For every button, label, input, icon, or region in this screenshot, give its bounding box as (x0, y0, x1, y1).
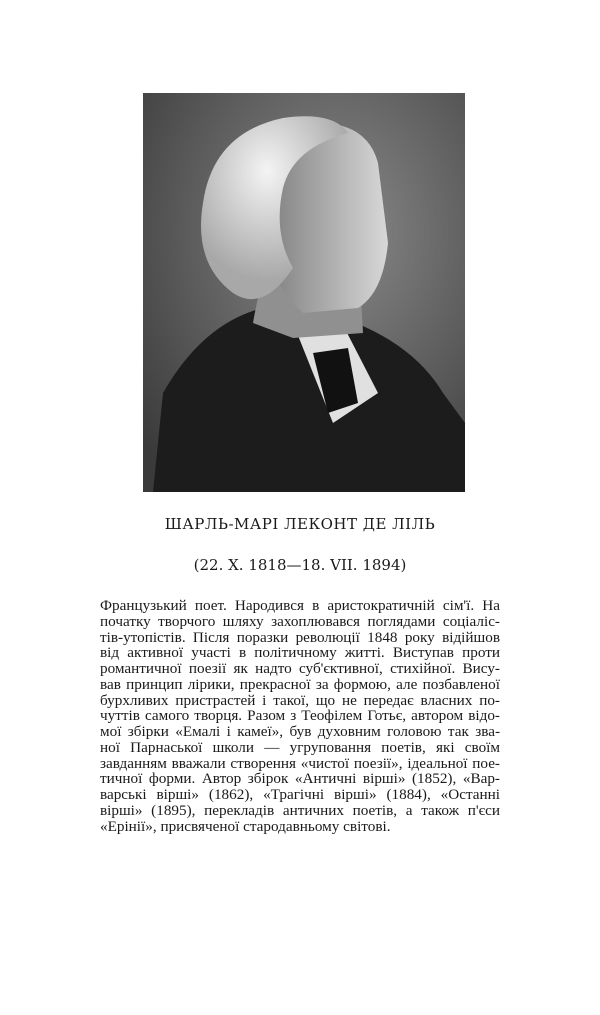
biography-text (100, 598, 500, 834)
text-line: тів-утопістів. Після поразки революції 1848 року відійшов (100, 628, 500, 646)
text-line: завданням вважали створення «чистої поезії», ідеальної пое- (100, 754, 500, 772)
text-line: чуттів самого творця. Разом з Теофілем Готьє, автором відо- (100, 707, 500, 725)
text-line: мої збірки «Емалі і камеї», був духовним головою так зва- (100, 723, 500, 740)
text-line: початку творчого шляху захоплювався поглядами соціаліс- (100, 612, 500, 630)
page-title: ШАРЛЬ-МАРІ ЛЕКОНТ ДЕ ЛІЛЬ (164, 515, 436, 533)
text-line: тичної форми. Автор збірок «Античні вірші» (1852), «Вар- (100, 770, 500, 788)
text-line: варські вірші» (1862), «Трагічні вірші» (1884), «Останні (100, 786, 500, 803)
text-line: від активної участі в політичному житті. Виступав проти (100, 644, 500, 662)
life-dates: (22. X. 1818—18. VII. 1894) (193, 556, 407, 574)
text-line: Французький поет. Народився в аристократичній сім'ї. На (100, 597, 500, 614)
text-line: ної Парнаської школи — угруповання поетів, які своїм (100, 738, 500, 756)
text-line: «Ерінії», присвяченої стародавньому світові. (100, 817, 391, 835)
text-line: вірші» (1895), перекладів античних поетів, а також п'єси (100, 801, 500, 819)
text-line: бурхливих пристрастей і такої, що не передає власних по- (100, 691, 500, 709)
text-line: вав принцип лірики, прекрасної за формою, але позбавленої (100, 675, 500, 693)
text-line: романтичної поезії як надто суб'єктивної, стихійної. Вису- (100, 660, 500, 677)
portrait-photo (143, 93, 465, 492)
